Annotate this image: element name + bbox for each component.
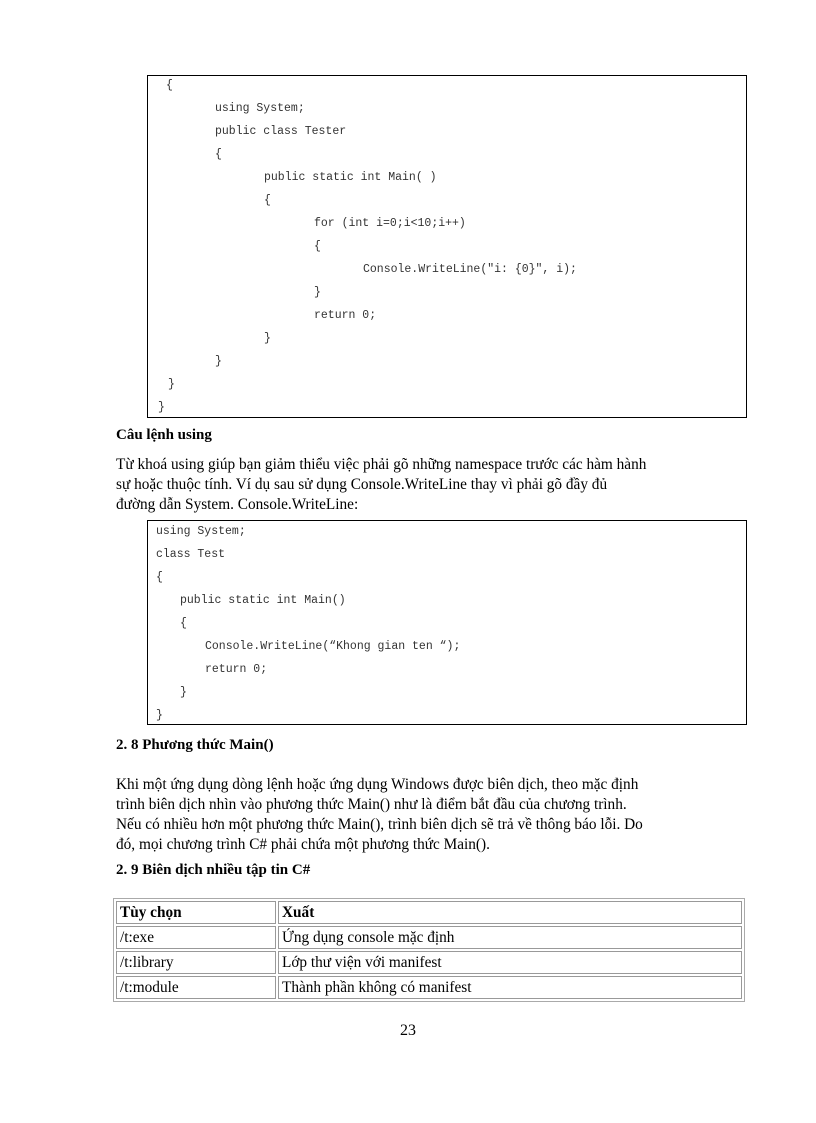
table-cell: /t:exe	[116, 926, 276, 949]
table-header-cell: Tùy chọn	[116, 901, 276, 924]
code-line: }	[215, 355, 222, 368]
table-header-cell: Xuất	[278, 901, 742, 924]
table-row	[116, 976, 742, 999]
code-line: for (int i=0;i<10;i++)	[314, 217, 466, 230]
code-line: Console.WriteLine("i: {0}", i);	[363, 263, 577, 276]
code-line: public static int Main()	[180, 594, 346, 607]
paragraph-line: Nếu có nhiều hơn một phương thức Main(), trình biên dịch sẽ trả về thông báo lỗi. Do	[116, 816, 643, 833]
paragraph-line: Khi một ứng dụng dòng lệnh hoặc ứng dụng Windows được biên dịch, theo mặc định	[116, 776, 639, 793]
table-row	[116, 951, 742, 974]
table-cell: Lớp thư viện với manifest	[278, 951, 742, 974]
code-line: }	[168, 378, 175, 391]
code-line: }	[264, 332, 271, 345]
table-cell: Thành phần không có manifest	[278, 976, 742, 999]
code-line: return 0;	[314, 309, 377, 322]
code-line: class Test	[156, 548, 226, 561]
code-line: }	[158, 401, 165, 414]
heading-compile-multiple-files: 2. 9 Biên dịch nhiều tập tin C#	[116, 862, 311, 878]
paragraph-line: trình biên dịch nhìn vào phương thức Main() như là điểm bắt đầu của chương trình.	[116, 796, 627, 813]
code-line: {	[215, 148, 222, 161]
code-line: return 0;	[205, 663, 268, 676]
code-block-tester	[147, 75, 747, 418]
code-line: Console.WriteLine(“Khong gian ten “);	[205, 640, 461, 653]
code-line: {	[264, 194, 271, 207]
code-line: public class Tester	[215, 125, 347, 138]
code-line: public static int Main( )	[264, 171, 437, 184]
code-line: {	[156, 571, 163, 584]
table-header-row	[116, 901, 742, 924]
code-line: }	[180, 686, 187, 699]
code-line: {	[180, 617, 187, 630]
heading-using-statement: Câu lệnh using	[116, 427, 212, 443]
code-line: }	[156, 709, 163, 722]
paragraph-line: Từ khoá using giúp bạn giảm thiểu việc phải gõ những namespace trước các hàm hành	[116, 456, 647, 473]
code-line: {	[166, 79, 173, 92]
code-line: using System;	[156, 525, 246, 538]
compiler-options-table	[113, 898, 745, 1002]
paragraph-line: đó, mọi chương trình C# phải chứa một phương thức Main().	[116, 836, 490, 853]
paragraph-line: sự hoặc thuộc tính. Ví dụ sau sử dụng Console.WriteLine thay vì phải gõ đầy đủ	[116, 476, 608, 493]
paragraph-line: đường dẫn System. Console.WriteLine:	[116, 496, 359, 513]
code-line: }	[314, 286, 321, 299]
heading-main-method: 2. 8 Phương thức Main()	[116, 737, 274, 753]
code-line: {	[314, 240, 321, 253]
table-cell: Ứng dụng console mặc định	[278, 926, 742, 949]
page-number: 23	[400, 1022, 416, 1039]
table-cell: /t:module	[116, 976, 276, 999]
table-row	[116, 926, 742, 949]
code-line: using System;	[215, 102, 305, 115]
code-block-test	[147, 520, 747, 725]
table-cell: /t:library	[116, 951, 276, 974]
